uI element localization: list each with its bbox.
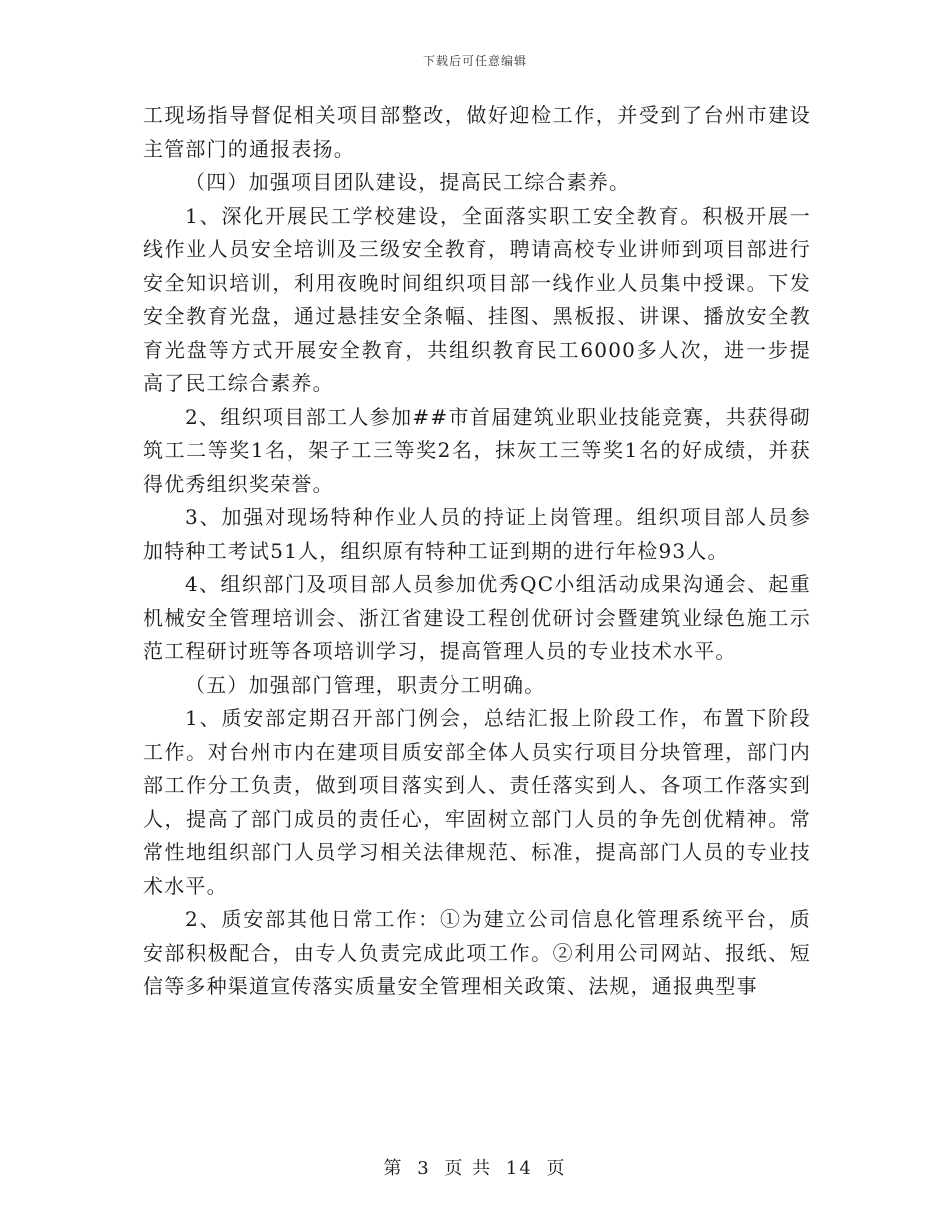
paragraph-4-2: 2、组织项目部工人参加##市首届建筑业职业技能竞赛，共获得砌筑工二等奖1名，架子工三等奖2名，抹灰工三等奖1名的好成绩，并获得优秀组织奖荣誉。 — [143, 404, 811, 496]
page-footer — [0, 1154, 950, 1180]
footer-middle: 页 共 — [444, 1158, 493, 1179]
section-heading-5: （五）加强部门管理，职责分工明确。 — [185, 672, 546, 697]
footer-total-pages: 14 — [505, 1158, 533, 1179]
paragraph-4-1: 1、深化开展民工学校建设，全面落实职工安全教育。积极开展一线作业人员安全培训及三级安全教育，聘请高校专业讲师到项目部进行安全知识培训，利用夜晚时间组织项目部一线作业人员集中授课。下发安全教育光盘，通过悬挂安全条幅、挂图、黑板报、讲课、播放安全教育光盘等方式开展安全教育，共组织教育民工6000多人次，进一步提高了民工综合素养。 — [143, 203, 811, 395]
paragraph-5-2: 2、质安部其他日常工作：①为建立公司信息化管理系统平台，质安部积极配合，由专人负责完成此项工作。②利用公司网站、报纸、短信等多种渠道宣传落实质量安全管理相关政策、法规，通报典型事 — [143, 907, 811, 998]
page-header: 下载后可任意编辑 — [422, 54, 527, 68]
footer-suffix: 页 — [546, 1158, 567, 1179]
section-heading-4: （四）加强项目团队建设，提高民工综合素养。 — [185, 170, 631, 194]
paragraph-4-4: 4、组织部门及项目部人员参加优秀QC小组活动成果沟通会、起重机械安全管理培训会、浙江省建设工程创优研讨会暨建筑业绿色施工示范工程研讨班等各项培训学习，提高管理人员的专业技术水平。 — [143, 572, 811, 663]
footer-page-number: 3 — [417, 1158, 431, 1179]
document-body — [143, 99, 811, 1004]
footer-prefix: 第 — [383, 1158, 404, 1179]
paragraph-continuation: 工现场指导督促相关项目部整改，做好迎检工作，并受到了台州市建设主管部门的通报表扬。 — [143, 103, 811, 161]
paragraph-4-3: 3、加强对现场特种作业人员的持证上岗管理。组织项目部人员参加特种工考试51人，组织原有特种工证到期的进行年检93人。 — [143, 505, 811, 563]
paragraph-5-1: 1、质安部定期召开部门例会，总结汇报上阶段工作，布置下阶段工作。对台州市内在建项目质安部全体人员实行项目分块管理，部门内部工作分工负责，做到项目落实到人、责任落实到人、各项工作落实到人，提高了部门成员的责任心，牢固树立部门人员的争先创优精神。常常性地组织部门人员学习相关法律规范、标准，提高部门人员的专业技术水平。 — [143, 706, 811, 898]
